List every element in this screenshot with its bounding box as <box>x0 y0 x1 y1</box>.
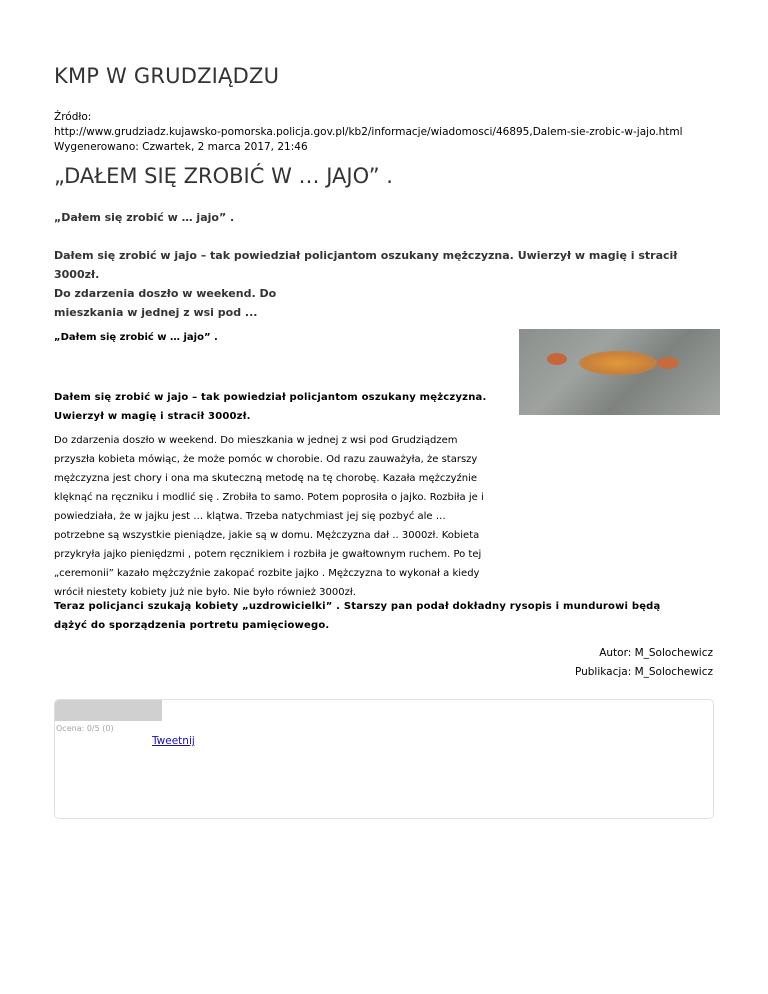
generated-date: Wygenerowano: Czwartek, 2 marca 2017, 21:46 <box>54 141 308 153</box>
lead-line: 3000zł. <box>54 268 100 281</box>
broken-egg-photo <box>519 329 720 415</box>
lead-line: Dałem się zrobić w jajo – tak powiedział policjantom oszukany mężczyzna. Uwierzył w magię i stracił <box>54 249 678 262</box>
bold-line: Dałem się zrobić w jajo – tak powiedział policjantom oszukany mężczyzna. <box>54 392 487 403</box>
lead-line: Do zdarzenia doszło w weekend. Do <box>54 287 277 300</box>
body-line: przyszła kobieta mówiąc, że może pomóc w chorobie. Od razu zauważyła, że starszy <box>54 454 478 465</box>
body-line: wrócił niestety kobiety już nie było. Nie było również 3000zł. <box>54 587 356 598</box>
publication: Publikacja: M_Solochewicz <box>574 666 713 678</box>
document-meta <box>54 110 683 155</box>
egg-shell-shape <box>547 353 567 365</box>
body-line: „ceremonii” kazało mężczyźnie zakopać rozbite jajko . Mężczyzna to wykonał a kiedy <box>54 568 480 579</box>
source-url: http://www.grudziadz.kujawsko-pomorska.policja.gov.pl/kb2/informacje/wiadomosci/46895,Dalem-sie-zrobic-w-jajo.html <box>54 126 683 138</box>
article-quote: „Dałem się zrobić w … jajo” . <box>54 332 218 343</box>
author: Autor: M_Solochewicz <box>599 647 713 659</box>
body-paragraph <box>54 431 517 602</box>
egg-yolk-shape <box>579 351 657 375</box>
conclusion-line: Teraz policjanci szukają kobiety „uzdrowicielki” . Starszy pan podał dokładny rysopis i mundurowi będą <box>54 601 661 612</box>
article-title: „DAŁEM SIĘ ZROBIĆ W … JAJO” . <box>54 164 393 188</box>
egg-shell-shape <box>657 357 679 369</box>
body-line: mężczyzna jest chory i ona ma skuteczną metodę na tę chorobę. Kazała mężczyźnie <box>54 473 478 484</box>
body-line: potrzebne są wszystkie pieniądze, jakie są w domu. Mężczyzna dał .. 3000zł. Kobieta <box>54 530 480 541</box>
body-line: przykryła jajko pieniędzmi , potem ręcznikiem i rozbiła je gwałtownym ruchem. Po tej <box>54 549 482 560</box>
conclusion-line: dążyć do sporządzenia portretu pamięciowego. <box>54 620 330 631</box>
bold-paragraph <box>54 388 514 426</box>
author-block <box>575 644 713 682</box>
source-label: Źródło: <box>54 111 92 123</box>
lead-line: mieszkania w jednej z wsi pod ... <box>54 306 258 319</box>
rating-bar[interactable] <box>55 700 162 721</box>
conclusion-paragraph <box>54 597 714 635</box>
body-line: Do zdarzenia doszło w weekend. Do mieszkania w jednej z wsi pod Grudziądzem <box>54 435 458 446</box>
site-title: KMP W GRUDZIĄDZU <box>54 64 280 88</box>
tweet-link[interactable]: Tweetnij <box>152 735 195 747</box>
body-line: klęknąć na ręczniku i modlić się . Zrobiła to samo. Potem poprosiła o jajko. Rozbiła je i <box>54 492 484 503</box>
bold-line: Uwierzył w magię i stracił 3000zł. <box>54 411 251 422</box>
lead-title: „Dałem się zrobić w … jajo” . <box>54 211 235 224</box>
rating-text: Ocena: 0/5 (0) <box>56 724 114 733</box>
lead-summary <box>54 246 714 322</box>
body-line: powiedziała, że w jajku jest … klątwa. Trzeba natychmiast jej się pozbyć ale … <box>54 511 446 522</box>
